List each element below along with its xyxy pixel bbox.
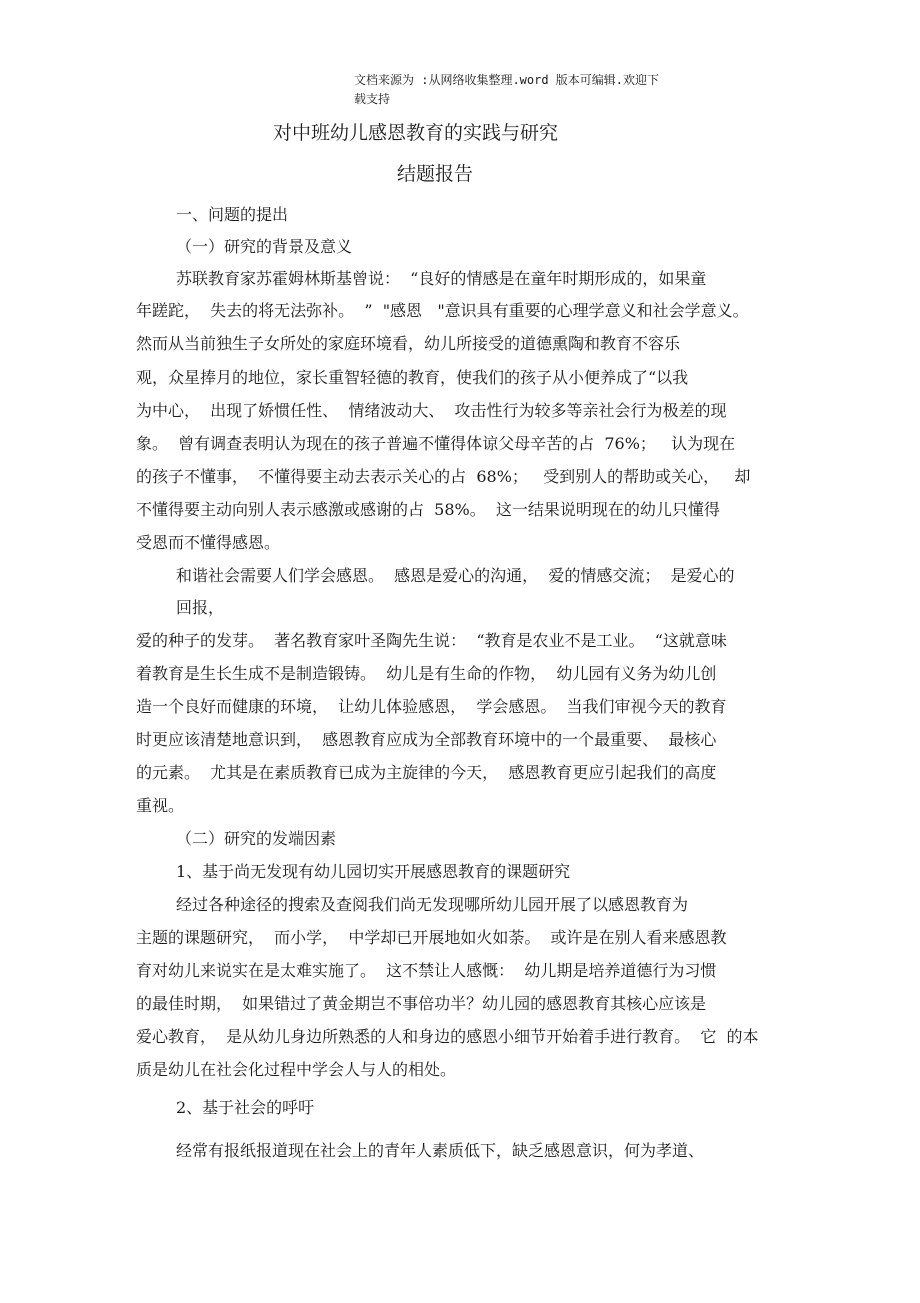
paragraph-line: 爱心教育， 是从幼儿身边所熟悉的人和身边的感恩小细节开始着手进行教育。 它 的本 [136, 1027, 759, 1046]
paragraph-line: 然而从当前独生子女所处的家庭环境看，幼儿所接受的道德熏陶和教育不容乐 [136, 334, 681, 353]
paragraph-line: 主题的课题研究， 而小学， 中学却已开展地如火如荼。 或许是在别人看来感恩教 [136, 928, 727, 947]
paragraph-line: 观，众星捧月的地位，家长重智轻德的教育，使我们的孩子从小便养成了“以我 [136, 368, 689, 387]
paragraph-line: 年蹉跎， 失去的将无法弥补。 ” "感恩 "意识具有重要的心理学意义和社会学意义。 [136, 301, 749, 320]
paragraph-line: 苏联教育家苏霍姆林斯基曾说： “良好的情感是在童年时期形成的，如果童 [176, 269, 707, 288]
paragraph-line: 为中心， 出现了娇惯任性、 情绪波动大、 攻击性行为较多等亲社会行为极差的现 [136, 401, 727, 420]
paragraph-line: 的最佳时期， 如果错过了黄金期岂不事倍功半？幼儿园的感恩教育其核心应该是 [136, 994, 707, 1013]
paragraph-line: 重视。 [136, 796, 185, 815]
section-heading-1: 一、问题的提出 [176, 205, 289, 224]
numbered-heading-2: 2、基于社会的呼吁 [176, 1098, 315, 1117]
document-subtitle: 结题报告 [397, 163, 474, 185]
paragraph-line: 经过各种途径的搜索及查阅我们尚无发现哪所幼儿园开展了以感恩教育为 [176, 895, 689, 914]
paragraph-line: 造一个良好而健康的环境， 让幼儿体验感恩， 学会感恩。 当我们审视今天的教育 [136, 697, 727, 716]
paragraph-line: 回报， [176, 598, 225, 617]
paragraph-line: 不懂得要主动向别人表示感激或感谢的占 58%。 这一结果说明现在的幼儿只懂得 [136, 500, 720, 519]
paragraph-line: 着教育是生长生成不是制造锻铸。 幼儿是有生命的作物， 幼儿园有义务为幼儿创 [136, 664, 717, 683]
paragraph-line: 的元素。 尤其是在素质教育已成为主旋律的今天， 感恩教育更应引起我们的高度 [136, 763, 717, 782]
header-note-line-1: 文档来源为 :从网络收集整理.word 版本可编辑.欢迎下 [354, 73, 660, 87]
paragraph-line: 爱的种子的发芽。 著名教育家叶圣陶先生说： “教育是农业不是工业。 “这就意味 [136, 631, 727, 650]
subsection-heading-1: （一）研究的背景及意义 [176, 237, 353, 256]
subsection-heading-2: （二）研究的发端因素 [176, 829, 337, 848]
document-title: 对中班幼儿感恩教育的实践与研究 [273, 122, 559, 144]
paragraph-line: 象。 曾有调查表明认为现在的孩子普遍不懂得体谅父母辛苦的占 76%； 认为现在 [136, 434, 736, 453]
paragraph-line: 质是幼儿在社会化过程中学会人与人的相处。 [136, 1060, 457, 1079]
header-note-line-2: 载支持 [354, 92, 391, 106]
numbered-heading-1: 1、基于尚无发现有幼儿园切实开展感恩教育的课题研究 [176, 862, 571, 881]
paragraph-line: 育对幼儿来说实在是太难实施了。 这不禁让人感慨： 幼儿期是培养道德行为习惯 [136, 961, 717, 980]
paragraph-line: 的孩子不懂事， 不懂得要主动去表示关心的占 68%； 受到别人的帮助或关心， 却 [136, 467, 751, 486]
paragraph-line: 和谐社会需要人们学会感恩。 感恩是爱心的沟通， 爱的情感交流； 是爱心的 [176, 566, 735, 585]
paragraph-line: 受恩而不懂得感恩。 [136, 533, 281, 552]
paragraph-line: 时更应该清楚地意识到， 感恩教育应成为全部教育环境中的一个最重要、 最核心 [136, 730, 717, 749]
paragraph-line: 经常有报纸报道现在社会上的青年人素质低下，缺乏感恩意识，何为孝道、 [176, 1141, 705, 1160]
